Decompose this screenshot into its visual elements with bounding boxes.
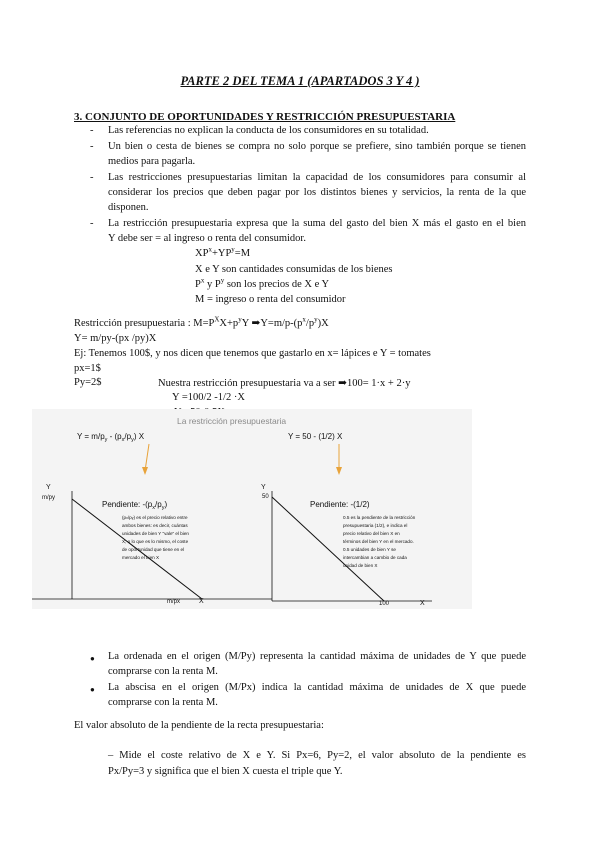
right-note-line: precio relativo del bien X en xyxy=(343,531,400,536)
bullet-text: medios para pagarla. xyxy=(108,156,196,167)
dash-marker: - xyxy=(90,141,94,152)
bullet-text: considerar los precios que deben pagar por los distintos bienes y servicios, la renta de la que xyxy=(108,187,526,198)
price-y: Py=2$ xyxy=(74,377,102,388)
definition-line: M = ingreso o renta del consumidor xyxy=(195,294,346,305)
budget-formula: $XP^x+YP^y=M$ xyxy=(195,245,251,259)
left-note-line: X, o lo que es lo mismo, el coste xyxy=(122,539,189,544)
left-x-tick: m/px xyxy=(167,599,181,605)
left-equation: $Y = m/p_y - (p_x/p_y)$ X xyxy=(77,432,145,443)
left-x-label: X xyxy=(199,598,204,605)
budget-constraint-figure xyxy=(32,409,472,609)
dash-marker: - xyxy=(90,125,94,136)
slope-paragraph: El valor absoluto de la pendiente de la recta presupuestaria: xyxy=(74,720,324,731)
definition-line: X e Y son cantidades consumidas de los bienes xyxy=(195,264,393,275)
page-title: PARTE 2 DEL TEMA 1 (APARTADOS 3 Y 4 ) xyxy=(180,74,420,88)
bullet-text: disponen. xyxy=(108,202,149,213)
right-note-line: 0.5 es la pendiente de la restricción xyxy=(343,515,416,520)
left-note-line: ambos bienes: es decir, cuántas xyxy=(122,523,188,528)
right-equation: Y = 50 - (1/2) X xyxy=(288,432,343,441)
section-heading: 3. CONJUNTO DE OPORTUNIDADES Y RESTRICCIÓN PRESUPUESTARIA xyxy=(74,111,456,123)
right-y-tick: 50 xyxy=(262,494,269,500)
right-note-line: términos del bien Y en el mercado. xyxy=(343,539,414,544)
point-text: comprarse con la renta M. xyxy=(108,666,218,677)
bullet-text: Las restricciones presupuestarias limitan la capacidad de los consumidores para consumir al xyxy=(108,172,526,183)
right-y-label: Y xyxy=(261,484,266,491)
left-note-line: unidades de bien Y "vale" el bien xyxy=(122,531,189,536)
figure-title: La restricción presupuestaria xyxy=(177,416,287,426)
example-step: Y =100/2 -1/2 ·X xyxy=(172,392,245,403)
left-note-line: mercado el bien X xyxy=(122,555,160,560)
left-slope-label: Pendiente: $-(p_x/p_y)$ xyxy=(102,500,168,511)
point-text: La ordenada en el origen (M/Py) representa la cantidad máxima de unidades de Y que puede xyxy=(108,651,526,662)
bullet-text: Un bien o cesta de bienes se compra no solo porque se prefiere, sino también porque se tienen xyxy=(108,141,526,152)
bullet-text: La restricción presupuestaria expresa que la suma del gasto del bien X más el gasto en el bien xyxy=(108,218,526,229)
restriction-line: Y= m/py-(px /py)X xyxy=(74,333,157,344)
right-note-line: intercambian a cambio de cada xyxy=(343,555,407,560)
slope-item: – Mide el coste relativo de X e Y. Si Px=6, Py=2, el valor absoluto de la pendiente es xyxy=(108,750,526,761)
slope-item: Px/Py=3 y significa que el bien X cuesta el triple que Y. xyxy=(108,766,343,777)
left-note-line: de oportunidad que tiene en el xyxy=(122,547,185,552)
definition-line: $P^x$ y $P^y$ son los precios de X e Y xyxy=(195,276,330,290)
left-y-label: Y xyxy=(46,484,51,491)
bullet-dot: ● xyxy=(90,654,95,663)
point-text: comprarse con la renta M. xyxy=(108,697,218,708)
dash-marker: - xyxy=(90,172,94,183)
right-note-line: 0.5 unidades de bien Y se xyxy=(343,547,396,552)
bullet-text: Y debe ser = al ingreso o renta del consumidor. xyxy=(108,233,306,244)
price-x: px=1$ xyxy=(74,363,101,374)
example-restriction: Nuestra restricción presupuestaria va a ser ➡100= 1·x + 2·y xyxy=(158,378,411,389)
bullet-dot: ● xyxy=(90,685,95,694)
bullet-text: Las referencias no explican la conducta de los consumidores en su totalidad. xyxy=(108,125,429,136)
example-line: Ej: Tenemos 100$, y nos dicen que tenemos que gastarlo en x= lápices e Y = tomates xyxy=(74,348,431,359)
left-y-tick: m/py xyxy=(42,495,56,501)
right-x-tick: 100 xyxy=(379,601,390,607)
left-note-line: (px/py) es el precio relativo entre xyxy=(122,515,188,520)
restriction-line: Restricción presupuestaria : $M=P^XX+p^yY$ $➡Y=m/p-(p^x/p^y)X$ xyxy=(74,315,329,329)
right-x-label: X xyxy=(420,600,425,607)
arrow-right-icon: ➡ xyxy=(338,378,347,389)
point-text: La abscisa en el origen (M/Px) indica la cantidad máxima de unidades de X que puede xyxy=(108,682,526,693)
dash-marker: - xyxy=(90,218,94,229)
arrow-right-icon: ➡ xyxy=(251,318,261,329)
right-slope-label: Pendiente: -(1/2) xyxy=(310,500,370,509)
right-note-line: unidad de bien X xyxy=(343,563,378,568)
right-note-line: presupuestaria (1/2), e indica el xyxy=(343,523,408,528)
